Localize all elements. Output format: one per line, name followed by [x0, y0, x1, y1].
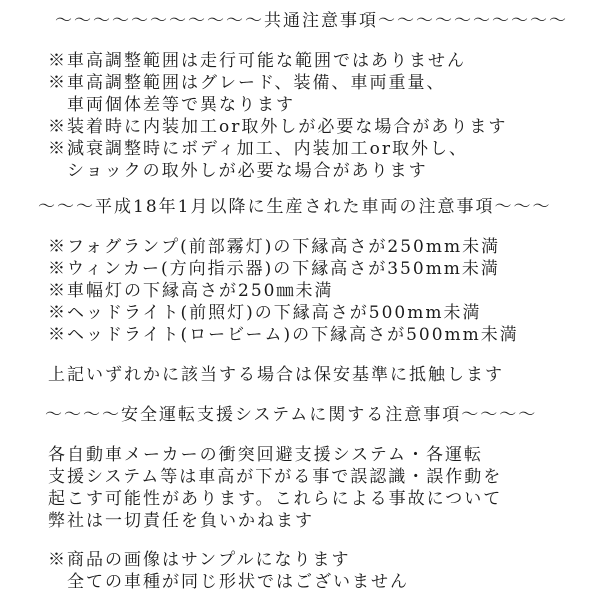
- notice-line-sample-image: ※商品の画像はサンプルになります: [48, 550, 351, 570]
- notice-line-headlight-lowbeam: ※ヘッドライト(ロービーム)の下縁高さが500mm未満: [48, 325, 519, 345]
- section-safety-paragraph: [48, 444, 600, 532]
- section-header-safety-systems: ～～～～安全運転支援システムに関する注意事項～～～～: [45, 405, 538, 425]
- section-header-heisei18-vehicles: ～～～平成18年1月以降に生産された車両の注意事項～～～: [38, 197, 552, 217]
- notice-line-height-range-varies: ※車高調整範囲はグレード、装備、車両重量、: [48, 73, 446, 93]
- section-gap: [48, 346, 600, 364]
- notice-line-sample-image-cont: 全ての車種が同じ形状ではございません: [67, 572, 409, 592]
- section-gap: [48, 532, 600, 549]
- notice-line-damping-adjust-cont: ショックの取外しが必要な場合があります: [67, 161, 428, 181]
- section-gap: [48, 32, 600, 50]
- notice-line-height-range-driving: ※車高調整範囲は走行可能な範囲ではありません: [48, 51, 466, 71]
- safety-paragraph-line-1: 各自動車メーカーの衝突回避支援システム・各運転: [48, 445, 483, 465]
- compliance-warning: 上記いずれかに該当する場合は保安基準に抵触します: [48, 365, 504, 385]
- safety-paragraph-line-3: 起こす可能性があります。これらによる事故について: [48, 489, 503, 509]
- section-gap: [48, 218, 600, 236]
- safety-paragraph-line-4: 弊社は一切責任を負いかねます: [48, 511, 314, 531]
- section-common-notes: [48, 50, 600, 182]
- section-gap: [48, 182, 600, 196]
- section-gap: [48, 386, 600, 404]
- notice-line-interior-work: ※装着時に内装加工or取外しが必要な場合があります: [48, 117, 508, 137]
- section-header-common-notes: ～～～～～～～～～～～共通注意事項～～～～～～～～～～: [55, 11, 568, 31]
- notice-line-foglamp: ※フォグランプ(前部霧灯)の下縁高さが250mm未満: [48, 237, 501, 257]
- notice-line-turn-signal: ※ウィンカー(方向指示器)の下縁高さが350mm未満: [48, 259, 500, 279]
- notice-line-height-range-varies-cont: 車両個体差等で異なります: [67, 95, 295, 115]
- notice-line-side-marker: ※車幅灯の下縁高さが250㎜未満: [48, 281, 334, 301]
- section-gap: [48, 426, 600, 444]
- notice-line-headlight-front: ※ヘッドライト(前照灯)の下縁高さが500mm未満: [48, 303, 482, 323]
- notice-line-damping-adjust: ※減衰調整時にボディ加工、内装加工or取外し、: [48, 139, 469, 159]
- safety-paragraph-line-2: 支援システム等は車高が下がる事で誤認識・誤作動を: [48, 467, 503, 487]
- section-lamp-height-notes: [48, 236, 600, 346]
- section-sample-notes: [48, 549, 600, 593]
